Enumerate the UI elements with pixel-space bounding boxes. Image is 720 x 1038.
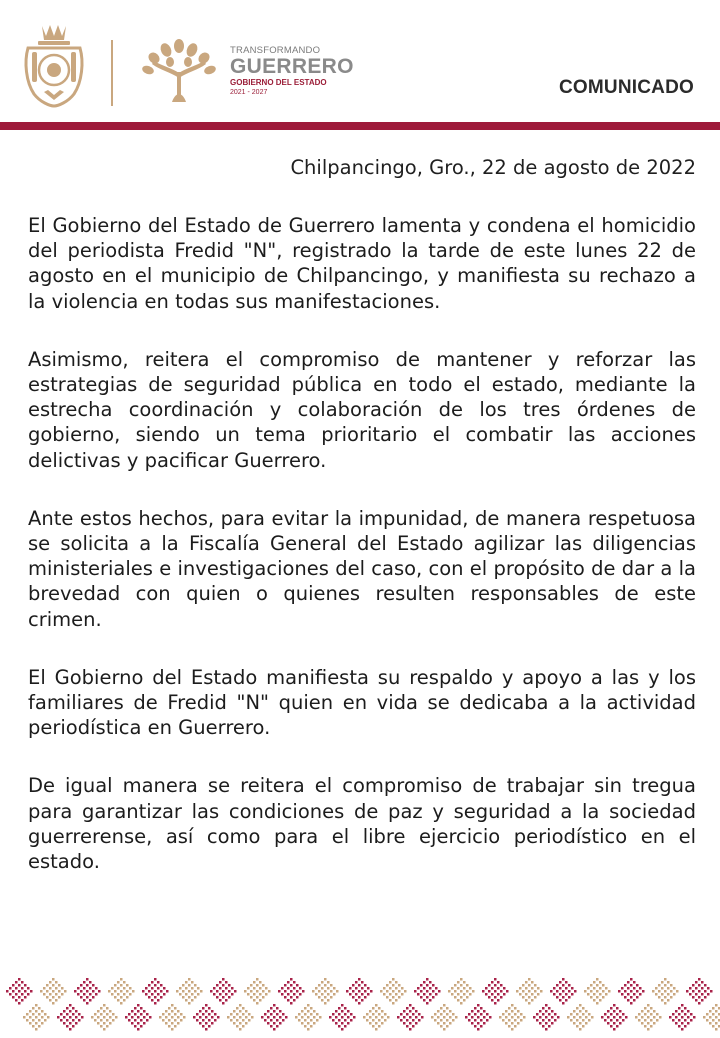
paragraph: El Gobierno del Estado de Guerrero lamenta y condena el homicidio del periodista Fredid "N", registrado la tarde de este lunes 22 de agosto en el municipio de Chilpancingo, y manifiesta su rechazo a la violencia en todas sus manifestaciones. [28, 214, 696, 313]
document-body [28, 213, 696, 907]
brand-wordmark [230, 45, 360, 97]
letterhead [0, 0, 720, 122]
header-divider [111, 40, 113, 106]
paragraph: Asimismo, reitera el compromiso de mantener y reforzar las estrategias de seguridad pública en todo el estado, mediante la estrecha coordinación y colaboración de los tres órdenes de gobierno, siendo un tema prioritario el combatir las acciones delictivas y pacificar Guerrero. [28, 347, 696, 472]
brand-years-text: 2021 - 2027 [230, 89, 268, 96]
brand-top-text: TRANSFORMANDO [230, 45, 321, 56]
brand-main-text: GUERRERO [230, 55, 354, 78]
header-accent-bar [0, 122, 720, 130]
paragraph: Ante estos hechos, para evitar la impunidad, de manera respetuosa se solicita a la Fiscalía General del Estado agilizar las diligencias ministeriales e investigaciones del caso, con el propósito de dar a la brevedad con quien o quienes resulten responsables de este crimen. [28, 506, 696, 631]
tree-logo-icon [142, 38, 216, 104]
paragraph: De igual manera se reitera el compromiso de trabajar sin tregua para garantizar las condiciones de paz y seguridad a la sociedad guerrerense, así como para el libre ejercicio periodístico en el estado. [28, 774, 696, 874]
paragraph: El Gobierno del Estado manifiesta su respaldo y apoyo a las y los familiares de Fredid "N" quien en vida se dedicaba a la actividad periodística en Guerrero. [28, 665, 696, 740]
state-seal-icon [22, 22, 86, 108]
brand-sub-text: GOBIERNO DEL ESTADO [230, 78, 327, 87]
dateline: Chilpancingo, Gro., 22 de agosto de 2022 [290, 156, 696, 179]
embroidery-border-icon [0, 970, 720, 1038]
document-type-label: COMUNICADO [559, 77, 694, 98]
